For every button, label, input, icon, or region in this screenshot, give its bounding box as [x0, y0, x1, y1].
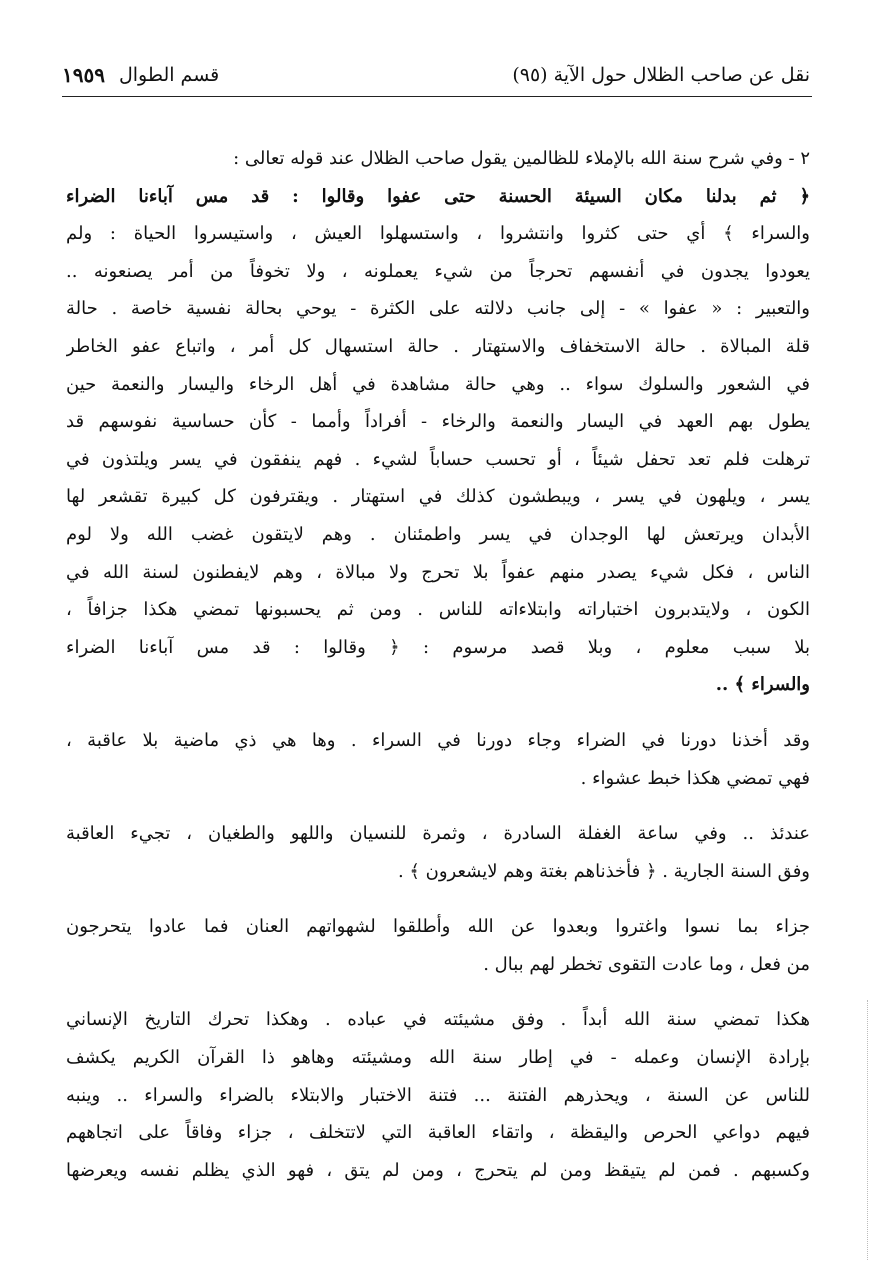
page-info [62, 63, 219, 87]
text-line: الأبدان ويرتعش لها الوجدان في يسر واطمئنان . وهم لايتقون غضب الله ولا لوم [66, 523, 810, 545]
text-line: يعودوا يجدون في أنفسهم تحرجاً من شيء يعملونه ، ولا تخوفاً من أمر يصنعونه .. [66, 260, 810, 282]
margin-mark [861, 1000, 868, 1260]
text-line: قلة المبالاة . حالة الاستخفاف والاستهتار . حالة استسهال كل أمر ، واتباع عفو الخاطر [66, 335, 810, 357]
text-line: جزاء بما نسوا واغتروا وبعدوا عن الله وأطلقوا لشهواتهم العنان فما عادوا يتحرجون [66, 916, 810, 938]
text-line: ﴿ ثم بدلنا مكان السيئة الحسنة حتى عفوا وقالوا : قد مس آباءنا الضراء [66, 185, 810, 207]
paragraph-gap [66, 704, 810, 722]
text-line: يسر ، ويلهون في يسر ، ويبطشون كذلك في استهتار . ويقترفون كل كبيرة تقشعر لها [66, 486, 810, 508]
header-rule [62, 96, 812, 97]
text-line: من فعل ، وما عادت التقوى تخطر لهم ببال . [483, 953, 810, 975]
chapter-title: نقل عن صاحب الظلال حول الآية (٩٥) [512, 64, 810, 86]
text-line: بلا سبب معلوم ، وبلا قصد مرسوم : ﴿ وقالوا : قد مس آباءنا الضراء [66, 636, 810, 658]
text-line: ٢ - وفي شرح سنة الله بالإملاء للظالمين يقول صاحب الظلال عند قوله تعالى : [233, 148, 810, 169]
text-line: الكون ، ولايتدبرون اختباراته وابتلاءاته للناس . ومن ثم يحسبونها تمضي هكذا جزافاً ، [66, 599, 810, 621]
text-line: يطول بهم العهد في اليسار والنعمة والرخاء - أفراداً وأمما - كأن حساسية نفوسهم قد [66, 411, 810, 433]
text-line: فهي تمضي هكذا خبط عشواء . [580, 767, 810, 789]
text-line: فيهم دواعي الحرص واليقظة ، واتقاء العاقبة التي لاتتخلف ، جزاء وفاقاً على اتجاههم [66, 1122, 810, 1144]
text-line: عندئذ .. وفي ساعة الغفلة السادرة ، وثمرة للنسيان واللهو والطغيان ، تجيء العاقبة [66, 823, 810, 845]
text-line: وكسبهم . فمن لم يتيقظ ومن لم يتحرج ، ومن لم يتق ، فهو الذي يظلم نفسه ويعرضها [66, 1159, 810, 1181]
text-line: والتعبير : « عفوا » - إلى جانب دلالته على الكثرة - يوحي بحالة نفسية خاصة . حالة [66, 298, 810, 320]
section-name: قسم الطوال [118, 64, 220, 86]
paragraph-gap [66, 797, 810, 815]
text-line: الناس ، فكل شيء يصدر منهم عفواً بلا تحرج ولا مبالاة ، وهم لايفطنون لسنة الله في [66, 561, 810, 583]
text-line: هكذا تمضي سنة الله أبداً . وفق مشيئته في عباده . وهكذا تحرك التاريخ الإنساني [66, 1009, 810, 1031]
text-line: في الشعور والسلوك سواء .. وهي حالة مشاهدة في أهل الرخاء واليسار والنعمة حين [66, 373, 810, 395]
paragraph-gap [66, 890, 810, 908]
body-text [66, 140, 810, 1189]
text-line: للناس عن السنة ، ويحذرهم الفتنة ... فتنة الاختبار والابتلاء بالضراء والسراء .. وينبه [66, 1084, 810, 1106]
text-line: ترهلت فلم تعد تحفل شيئاً ، أو تحسب حساباً لشيء . فهم ينفقون في يسر ويلتذون في [66, 448, 810, 470]
page-number: ١٩٥٩ [62, 63, 105, 87]
text-line: وقد أخذنا دورنا في الضراء وجاء دورنا في السراء . وها هي ذي ماضية بلا عاقبة ، [66, 729, 810, 751]
text-line: والسراء ﴾ أي حتى كثروا وانتشروا ، واستسهلوا العيش ، واستيسروا الحياة : ولم [66, 223, 810, 245]
text-line: وفق السنة الجارية . ﴿ فأخذناهم بغتة وهم لايشعرون ﴾ . [397, 860, 810, 882]
text-line: والسراء ﴾ .. [715, 674, 810, 696]
text-line: بإرادة الإنسان وعمله - في إطار سنة الله ومشيئته وهاهو ذا القرآن الكريم يكشف [66, 1047, 810, 1069]
paragraph-gap [66, 983, 810, 1001]
running-header [62, 58, 810, 92]
